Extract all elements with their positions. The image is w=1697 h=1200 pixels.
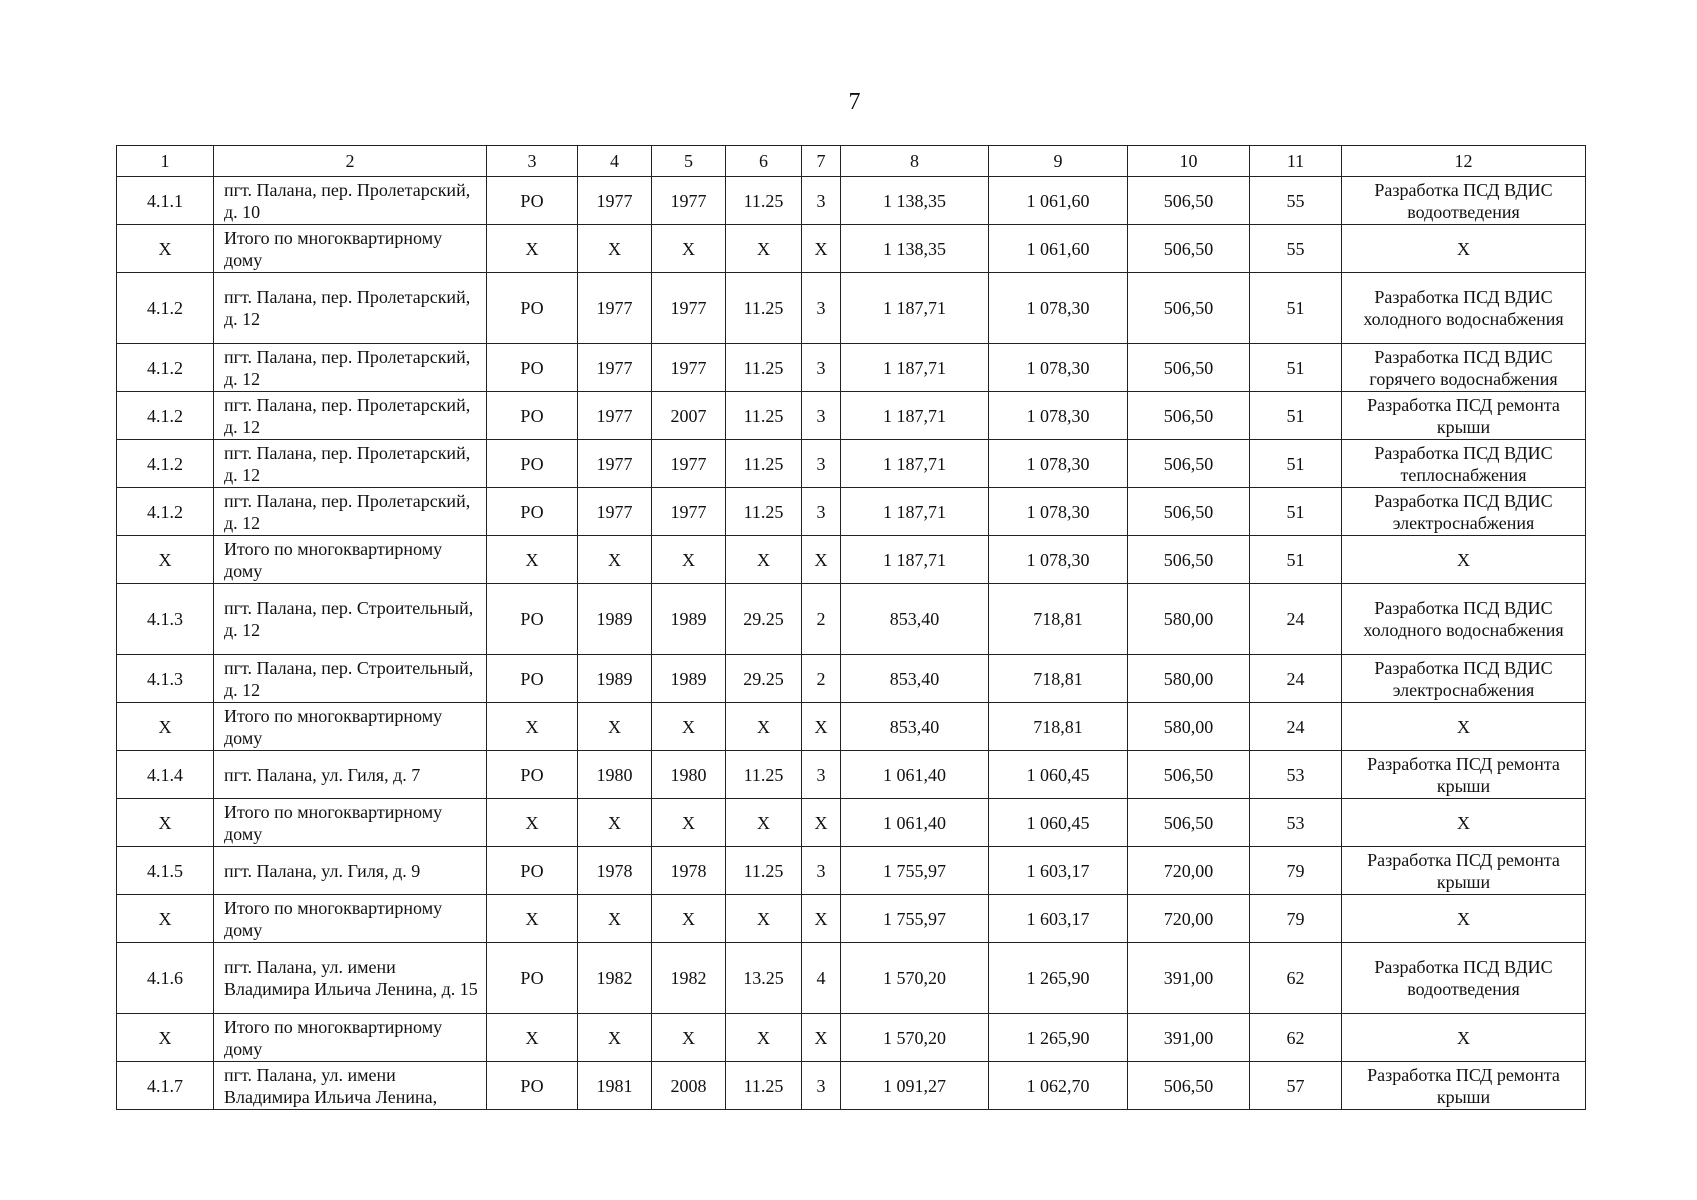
col-residents: 55: [1250, 177, 1342, 225]
col-repair-year: 2008: [652, 1062, 726, 1110]
col-code: Х: [726, 799, 802, 847]
col-code: 11.25: [726, 1062, 802, 1110]
col-built-year: 1978: [578, 847, 652, 895]
col-code: 11.25: [726, 344, 802, 392]
col-residents: 51: [1250, 344, 1342, 392]
col-built-year: Х: [578, 1014, 652, 1062]
col-living-area: 1 078,30: [989, 440, 1128, 488]
col-living-area: 1 265,90: [989, 1014, 1128, 1062]
col-cost: 391,00: [1128, 1014, 1250, 1062]
col-work-type: Х: [1342, 895, 1586, 943]
col-code: Х: [726, 1014, 802, 1062]
col-number: Х: [117, 895, 214, 943]
col-living-area: 1 061,60: [989, 177, 1128, 225]
col-type: Х: [487, 703, 578, 751]
col-cost: 506,50: [1128, 1062, 1250, 1110]
col-work-type: Х: [1342, 703, 1586, 751]
col-repair-year: 1977: [652, 440, 726, 488]
col-address: пгт. Палана, пер. Пролетарский, д. 12: [214, 273, 487, 344]
table-row: [117, 799, 1586, 847]
col-address: пгт. Палана, пер. Пролетарский, д. 12: [214, 392, 487, 440]
col-cost: 506,50: [1128, 392, 1250, 440]
col-floors: Х: [802, 536, 841, 584]
col-address: пгт. Палана, пер. Пролетарский, д. 10: [214, 177, 487, 225]
col-total-area: 853,40: [841, 655, 989, 703]
col-built-year: 1989: [578, 655, 652, 703]
col-number: 4.1.2: [117, 344, 214, 392]
col-number: 4.1.2: [117, 273, 214, 344]
table-row: [117, 943, 1586, 1014]
col-repair-year: 1977: [652, 344, 726, 392]
col-living-area: 1 603,17: [989, 847, 1128, 895]
col-number: Х: [117, 536, 214, 584]
col-work-type: Х: [1342, 225, 1586, 273]
header-col-type: 3: [487, 146, 578, 177]
col-code: Х: [726, 703, 802, 751]
col-address: пгт. Палана, пер. Пролетарский, д. 12: [214, 440, 487, 488]
col-residents: 79: [1250, 847, 1342, 895]
col-cost: 580,00: [1128, 655, 1250, 703]
col-floors: 4: [802, 943, 841, 1014]
col-code: Х: [726, 225, 802, 273]
col-built-year: 1980: [578, 751, 652, 799]
header-col-repair-year: 5: [652, 146, 726, 177]
col-built-year: 1977: [578, 177, 652, 225]
col-repair-year: Х: [652, 799, 726, 847]
table-row: [117, 177, 1586, 225]
col-built-year: Х: [578, 895, 652, 943]
header-col-floors: 7: [802, 146, 841, 177]
col-total-area: 1 570,20: [841, 943, 989, 1014]
col-repair-year: Х: [652, 1014, 726, 1062]
table-row: [117, 655, 1586, 703]
col-total-area: 1 570,20: [841, 1014, 989, 1062]
table-row: [117, 488, 1586, 536]
header-col-address: 2: [214, 146, 487, 177]
col-number: 4.1.4: [117, 751, 214, 799]
col-cost: 506,50: [1128, 799, 1250, 847]
col-number: 4.1.1: [117, 177, 214, 225]
header-col-work-type: 12: [1342, 146, 1586, 177]
col-floors: 2: [802, 584, 841, 655]
col-code: Х: [726, 536, 802, 584]
col-total-area: 1 061,40: [841, 799, 989, 847]
col-work-type: Х: [1342, 1014, 1586, 1062]
col-built-year: 1989: [578, 584, 652, 655]
col-living-area: 1 603,17: [989, 895, 1128, 943]
col-floors: Х: [802, 895, 841, 943]
col-built-year: Х: [578, 536, 652, 584]
col-total-area: 1 187,71: [841, 392, 989, 440]
col-type: Х: [487, 1014, 578, 1062]
data-table: [116, 145, 1586, 1110]
table-row: [117, 895, 1586, 943]
header-col-living-area: 9: [989, 146, 1128, 177]
table-row: [117, 225, 1586, 273]
col-living-area: 1 078,30: [989, 344, 1128, 392]
col-work-type: Разработка ПСД ВДИС электроснабжения: [1342, 488, 1586, 536]
col-cost: 720,00: [1128, 895, 1250, 943]
header-col-total-area: 8: [841, 146, 989, 177]
col-floors: 3: [802, 488, 841, 536]
col-code: 11.25: [726, 440, 802, 488]
col-living-area: 1 265,90: [989, 943, 1128, 1014]
col-total-area: 1 755,97: [841, 895, 989, 943]
col-total-area: 1 187,71: [841, 488, 989, 536]
header-col-code: 6: [726, 146, 802, 177]
table-row: [117, 751, 1586, 799]
col-cost: 506,50: [1128, 177, 1250, 225]
col-total-area: 1 061,40: [841, 751, 989, 799]
col-cost: 506,50: [1128, 440, 1250, 488]
col-work-type: Х: [1342, 799, 1586, 847]
col-living-area: 718,81: [989, 584, 1128, 655]
col-number: 4.1.7: [117, 1062, 214, 1110]
header-col-built-year: 4: [578, 146, 652, 177]
col-living-area: 1 060,45: [989, 799, 1128, 847]
col-work-type: Разработка ПСД ВДИС электроснабжения: [1342, 655, 1586, 703]
col-repair-year: 1980: [652, 751, 726, 799]
table-row: [117, 847, 1586, 895]
col-code: Х: [726, 895, 802, 943]
col-total-area: 1 187,71: [841, 536, 989, 584]
col-work-type: Разработка ПСД ВДИС горячего водоснабжения: [1342, 344, 1586, 392]
col-repair-year: 1982: [652, 943, 726, 1014]
col-built-year: 1977: [578, 273, 652, 344]
col-total-area: 1 187,71: [841, 273, 989, 344]
col-address: Итого по многоквартирному дому: [214, 703, 487, 751]
col-number: 4.1.2: [117, 440, 214, 488]
col-type: Х: [487, 536, 578, 584]
col-floors: 3: [802, 177, 841, 225]
col-address: пгт. Палана, ул. Гиля, д. 9: [214, 847, 487, 895]
col-living-area: 1 060,45: [989, 751, 1128, 799]
table-header-row: [117, 146, 1586, 177]
col-address: Итого по многоквартирному дому: [214, 225, 487, 273]
col-repair-year: 1989: [652, 584, 726, 655]
col-type: Х: [487, 895, 578, 943]
col-number: 4.1.2: [117, 488, 214, 536]
col-cost: 506,50: [1128, 536, 1250, 584]
col-residents: 51: [1250, 273, 1342, 344]
col-built-year: 1977: [578, 488, 652, 536]
col-number: 4.1.3: [117, 584, 214, 655]
col-total-area: 1 091,27: [841, 1062, 989, 1110]
col-total-area: 1 187,71: [841, 440, 989, 488]
col-repair-year: 1977: [652, 177, 726, 225]
col-address: пгт. Палана, ул. имени Владимира Ильича Ленина,: [214, 1062, 487, 1110]
col-living-area: 718,81: [989, 655, 1128, 703]
col-number: Х: [117, 703, 214, 751]
col-residents: 24: [1250, 655, 1342, 703]
col-number: 4.1.6: [117, 943, 214, 1014]
col-work-type: Разработка ПСД ВДИС холодного водоснабжения: [1342, 584, 1586, 655]
col-floors: 3: [802, 847, 841, 895]
col-number: 4.1.2: [117, 392, 214, 440]
col-residents: 24: [1250, 584, 1342, 655]
col-address: пгт. Палана, пер. Строительный, д. 12: [214, 584, 487, 655]
col-type: РО: [487, 1062, 578, 1110]
col-type: РО: [487, 392, 578, 440]
col-address: пгт. Палана, пер. Пролетарский, д. 12: [214, 488, 487, 536]
col-cost: 391,00: [1128, 943, 1250, 1014]
col-floors: Х: [802, 799, 841, 847]
header-col-residents: 11: [1250, 146, 1342, 177]
table-row: [117, 703, 1586, 751]
table-row: [117, 440, 1586, 488]
col-address: Итого по многоквартирному дому: [214, 799, 487, 847]
table-row: [117, 1062, 1586, 1110]
col-work-type: Х: [1342, 536, 1586, 584]
col-address: пгт. Палана, пер. Пролетарский, д. 12: [214, 344, 487, 392]
col-number: 4.1.5: [117, 847, 214, 895]
col-total-area: 853,40: [841, 584, 989, 655]
col-type: РО: [487, 440, 578, 488]
col-total-area: 1 138,35: [841, 225, 989, 273]
table-row: [117, 273, 1586, 344]
col-residents: 51: [1250, 392, 1342, 440]
col-floors: Х: [802, 225, 841, 273]
col-code: 29.25: [726, 584, 802, 655]
col-type: РО: [487, 943, 578, 1014]
col-work-type: Разработка ПСД ВДИС холодного водоснабжения: [1342, 273, 1586, 344]
col-living-area: 1 078,30: [989, 488, 1128, 536]
col-cost: 506,50: [1128, 344, 1250, 392]
col-code: 13.25: [726, 943, 802, 1014]
col-work-type: Разработка ПСД ВДИС теплоснабжения: [1342, 440, 1586, 488]
col-cost: 506,50: [1128, 751, 1250, 799]
col-built-year: Х: [578, 225, 652, 273]
col-living-area: 1 061,60: [989, 225, 1128, 273]
col-residents: 62: [1250, 1014, 1342, 1062]
col-floors: Х: [802, 1014, 841, 1062]
col-code: 11.25: [726, 392, 802, 440]
col-floors: 3: [802, 1062, 841, 1110]
col-address: Итого по многоквартирному дому: [214, 536, 487, 584]
col-residents: 53: [1250, 799, 1342, 847]
col-code: 11.25: [726, 273, 802, 344]
col-residents: 53: [1250, 751, 1342, 799]
col-work-type: Разработка ПСД ВДИС водоотведения: [1342, 943, 1586, 1014]
page-number: 7: [848, 89, 861, 115]
col-repair-year: Х: [652, 536, 726, 584]
col-living-area: 1 078,30: [989, 392, 1128, 440]
col-cost: 580,00: [1128, 703, 1250, 751]
col-living-area: 1 078,30: [989, 536, 1128, 584]
col-built-year: Х: [578, 799, 652, 847]
col-floors: 3: [802, 392, 841, 440]
col-cost: 506,50: [1128, 225, 1250, 273]
col-floors: Х: [802, 703, 841, 751]
header-col-cost: 10: [1128, 146, 1250, 177]
col-floors: 2: [802, 655, 841, 703]
col-residents: 51: [1250, 488, 1342, 536]
col-repair-year: 1977: [652, 488, 726, 536]
col-floors: 3: [802, 751, 841, 799]
col-residents: 24: [1250, 703, 1342, 751]
col-residents: 55: [1250, 225, 1342, 273]
col-type: РО: [487, 751, 578, 799]
col-type: РО: [487, 177, 578, 225]
table-row: [117, 1014, 1586, 1062]
col-address: Итого по многоквартирному дому: [214, 1014, 487, 1062]
col-code: 11.25: [726, 751, 802, 799]
col-work-type: Разработка ПСД ремонта крыши: [1342, 847, 1586, 895]
col-address: пгт. Палана, ул. Гиля, д. 7: [214, 751, 487, 799]
col-type: РО: [487, 344, 578, 392]
col-code: 11.25: [726, 488, 802, 536]
col-type: РО: [487, 847, 578, 895]
col-living-area: 1 078,30: [989, 273, 1128, 344]
col-work-type: Разработка ПСД ремонта крыши: [1342, 1062, 1586, 1110]
col-total-area: 1 138,35: [841, 177, 989, 225]
col-cost: 580,00: [1128, 584, 1250, 655]
col-number: Х: [117, 225, 214, 273]
col-cost: 506,50: [1128, 273, 1250, 344]
col-built-year: 1977: [578, 440, 652, 488]
col-floors: 3: [802, 440, 841, 488]
col-total-area: 853,40: [841, 703, 989, 751]
col-residents: 62: [1250, 943, 1342, 1014]
col-floors: 3: [802, 273, 841, 344]
table-row: [117, 344, 1586, 392]
col-address: пгт. Палана, пер. Строительный, д. 12: [214, 655, 487, 703]
col-address: Итого по многоквартирному дому: [214, 895, 487, 943]
col-living-area: 1 062,70: [989, 1062, 1128, 1110]
col-type: РО: [487, 273, 578, 344]
col-cost: 506,50: [1128, 488, 1250, 536]
col-cost: 720,00: [1128, 847, 1250, 895]
col-floors: 3: [802, 344, 841, 392]
table-row: [117, 536, 1586, 584]
col-number: 4.1.3: [117, 655, 214, 703]
col-work-type: Разработка ПСД ВДИС водоотведения: [1342, 177, 1586, 225]
col-repair-year: 1978: [652, 847, 726, 895]
col-repair-year: Х: [652, 225, 726, 273]
col-built-year: 1977: [578, 344, 652, 392]
col-repair-year: Х: [652, 703, 726, 751]
col-type: РО: [487, 584, 578, 655]
col-work-type: Разработка ПСД ремонта крыши: [1342, 392, 1586, 440]
col-code: 29.25: [726, 655, 802, 703]
table-row: [117, 584, 1586, 655]
col-residents: 79: [1250, 895, 1342, 943]
col-residents: 51: [1250, 440, 1342, 488]
col-number: Х: [117, 1014, 214, 1062]
col-built-year: 1977: [578, 392, 652, 440]
col-living-area: 718,81: [989, 703, 1128, 751]
col-built-year: Х: [578, 703, 652, 751]
col-repair-year: 2007: [652, 392, 726, 440]
col-type: Х: [487, 799, 578, 847]
col-number: Х: [117, 799, 214, 847]
col-type: РО: [487, 655, 578, 703]
col-residents: 57: [1250, 1062, 1342, 1110]
col-repair-year: 1989: [652, 655, 726, 703]
table-row: [117, 392, 1586, 440]
col-address: пгт. Палана, ул. имени Владимира Ильича Ленина, д. 15: [214, 943, 487, 1014]
col-code: 11.25: [726, 177, 802, 225]
col-code: 11.25: [726, 847, 802, 895]
col-residents: 51: [1250, 536, 1342, 584]
col-built-year: 1982: [578, 943, 652, 1014]
col-total-area: 1 755,97: [841, 847, 989, 895]
col-built-year: 1981: [578, 1062, 652, 1110]
col-type: Х: [487, 225, 578, 273]
header-col-number: 1: [117, 146, 214, 177]
col-total-area: 1 187,71: [841, 344, 989, 392]
col-repair-year: Х: [652, 895, 726, 943]
col-type: РО: [487, 488, 578, 536]
col-work-type: Разработка ПСД ремонта крыши: [1342, 751, 1586, 799]
col-repair-year: 1977: [652, 273, 726, 344]
